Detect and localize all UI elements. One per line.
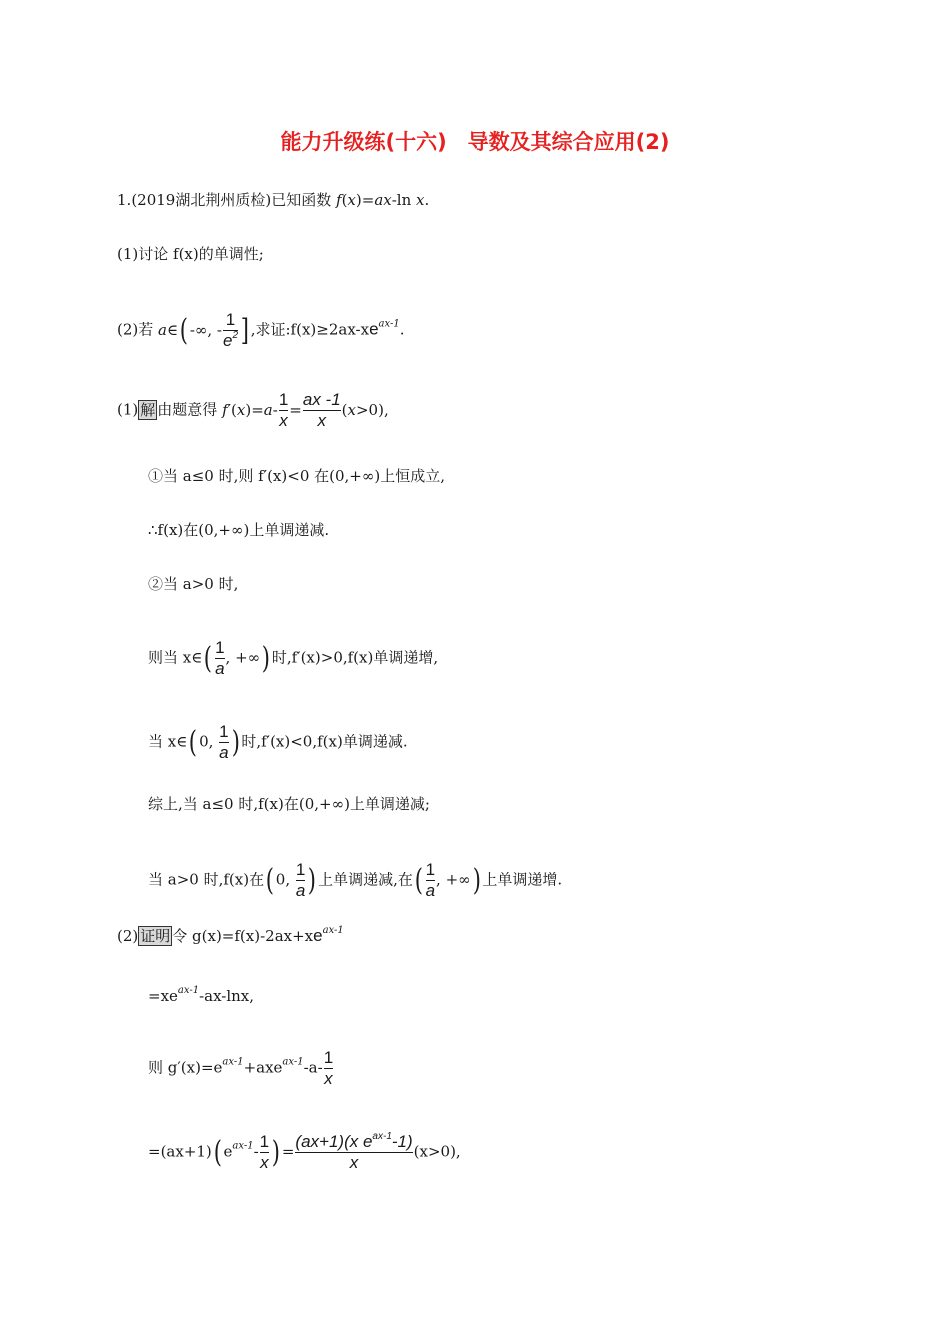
- problem-statement: [117, 190, 429, 210]
- case-2-line-b: 则当 x∈( $\frac{1}{a}$ , +∞) 时,f′(x)>0,f(x)单调递增,: [148, 638, 439, 678]
- proof-tag: 证明: [140, 927, 171, 945]
- case-2-line-c: 当 x∈( 0, $\frac{1}{a}$ ) 时,f′(x)<0,f(x)单调递减.: [148, 722, 408, 762]
- case-1-line-b: ∴f(x)在(0,+∞)上单调递减.: [148, 521, 330, 539]
- case-2-line-a: ②当 a>0 时,: [148, 575, 239, 593]
- problem-number: 1.: [117, 191, 132, 209]
- proof-line-4: =(ax+1)( $e^{ax-1}-$ $\frac{1}{x}$ ) = $\frac{(ax+1)(x e^{ax-1}-1)}{x}$ (x>0),: [148, 1131, 461, 1172]
- problem-part-2: (2)若 a∈( -∞, - $\frac{1}{e^2}$ ] ,求证$:f(x)\ge 2ax-xe^{ax-1}$.: [117, 310, 405, 350]
- problem-part-1: (1)讨论 f(x)的单调性;: [117, 245, 264, 263]
- case-1-line-a: ①当 a≤0 时,则 f′(x)<0 在(0,+∞)上恒成立,: [148, 467, 445, 485]
- proof-line-2: $=xe^{ax-1}-ax$-lnx,: [148, 985, 255, 1005]
- solution-part-1-header: (1) 解 由题意得 f′(x)=a- $\frac{1}{x}$ = $\frac{ax -1}{x}$ (x>0),: [117, 390, 389, 430]
- solution-tag: 解: [140, 400, 156, 419]
- problem-source: (2019湖北荆州质检): [131, 191, 272, 209]
- solution-part-2-header: (2) 证明 令 $g(x)=f(x)-2ax+xe^{ax-1}$: [117, 925, 344, 945]
- summary-line-b: 当 a>0 时,f(x)在( 0, $\frac{1}{a}$ ) 上单调递减,在( $\frac{1}{a}$ , +∞) 上单调递增.: [148, 860, 563, 900]
- function-definition: f(x)=ax-ln x.: [336, 191, 430, 209]
- summary-line-a: 综上,当 a≤0 时,f(x)在(0,+∞)上单调递减;: [148, 795, 430, 813]
- page-title: 能力升级练(十六) 导数及其综合应用(2): [280, 130, 670, 154]
- problem-intro: 已知函数: [271, 191, 332, 209]
- proof-line-3: 则 $g'(x)=e^{ax-1}+axe^{ax-1}-a-$ $\frac{1}{x}$: [148, 1048, 334, 1088]
- derivative-formula: f′(x)=a- $\frac{1}{x}$ = $\frac{ax -1}{x}$ (x>0),: [222, 390, 389, 430]
- interval-a: a∈( -∞, - $\frac{1}{e^2}$ ]: [158, 310, 249, 350]
